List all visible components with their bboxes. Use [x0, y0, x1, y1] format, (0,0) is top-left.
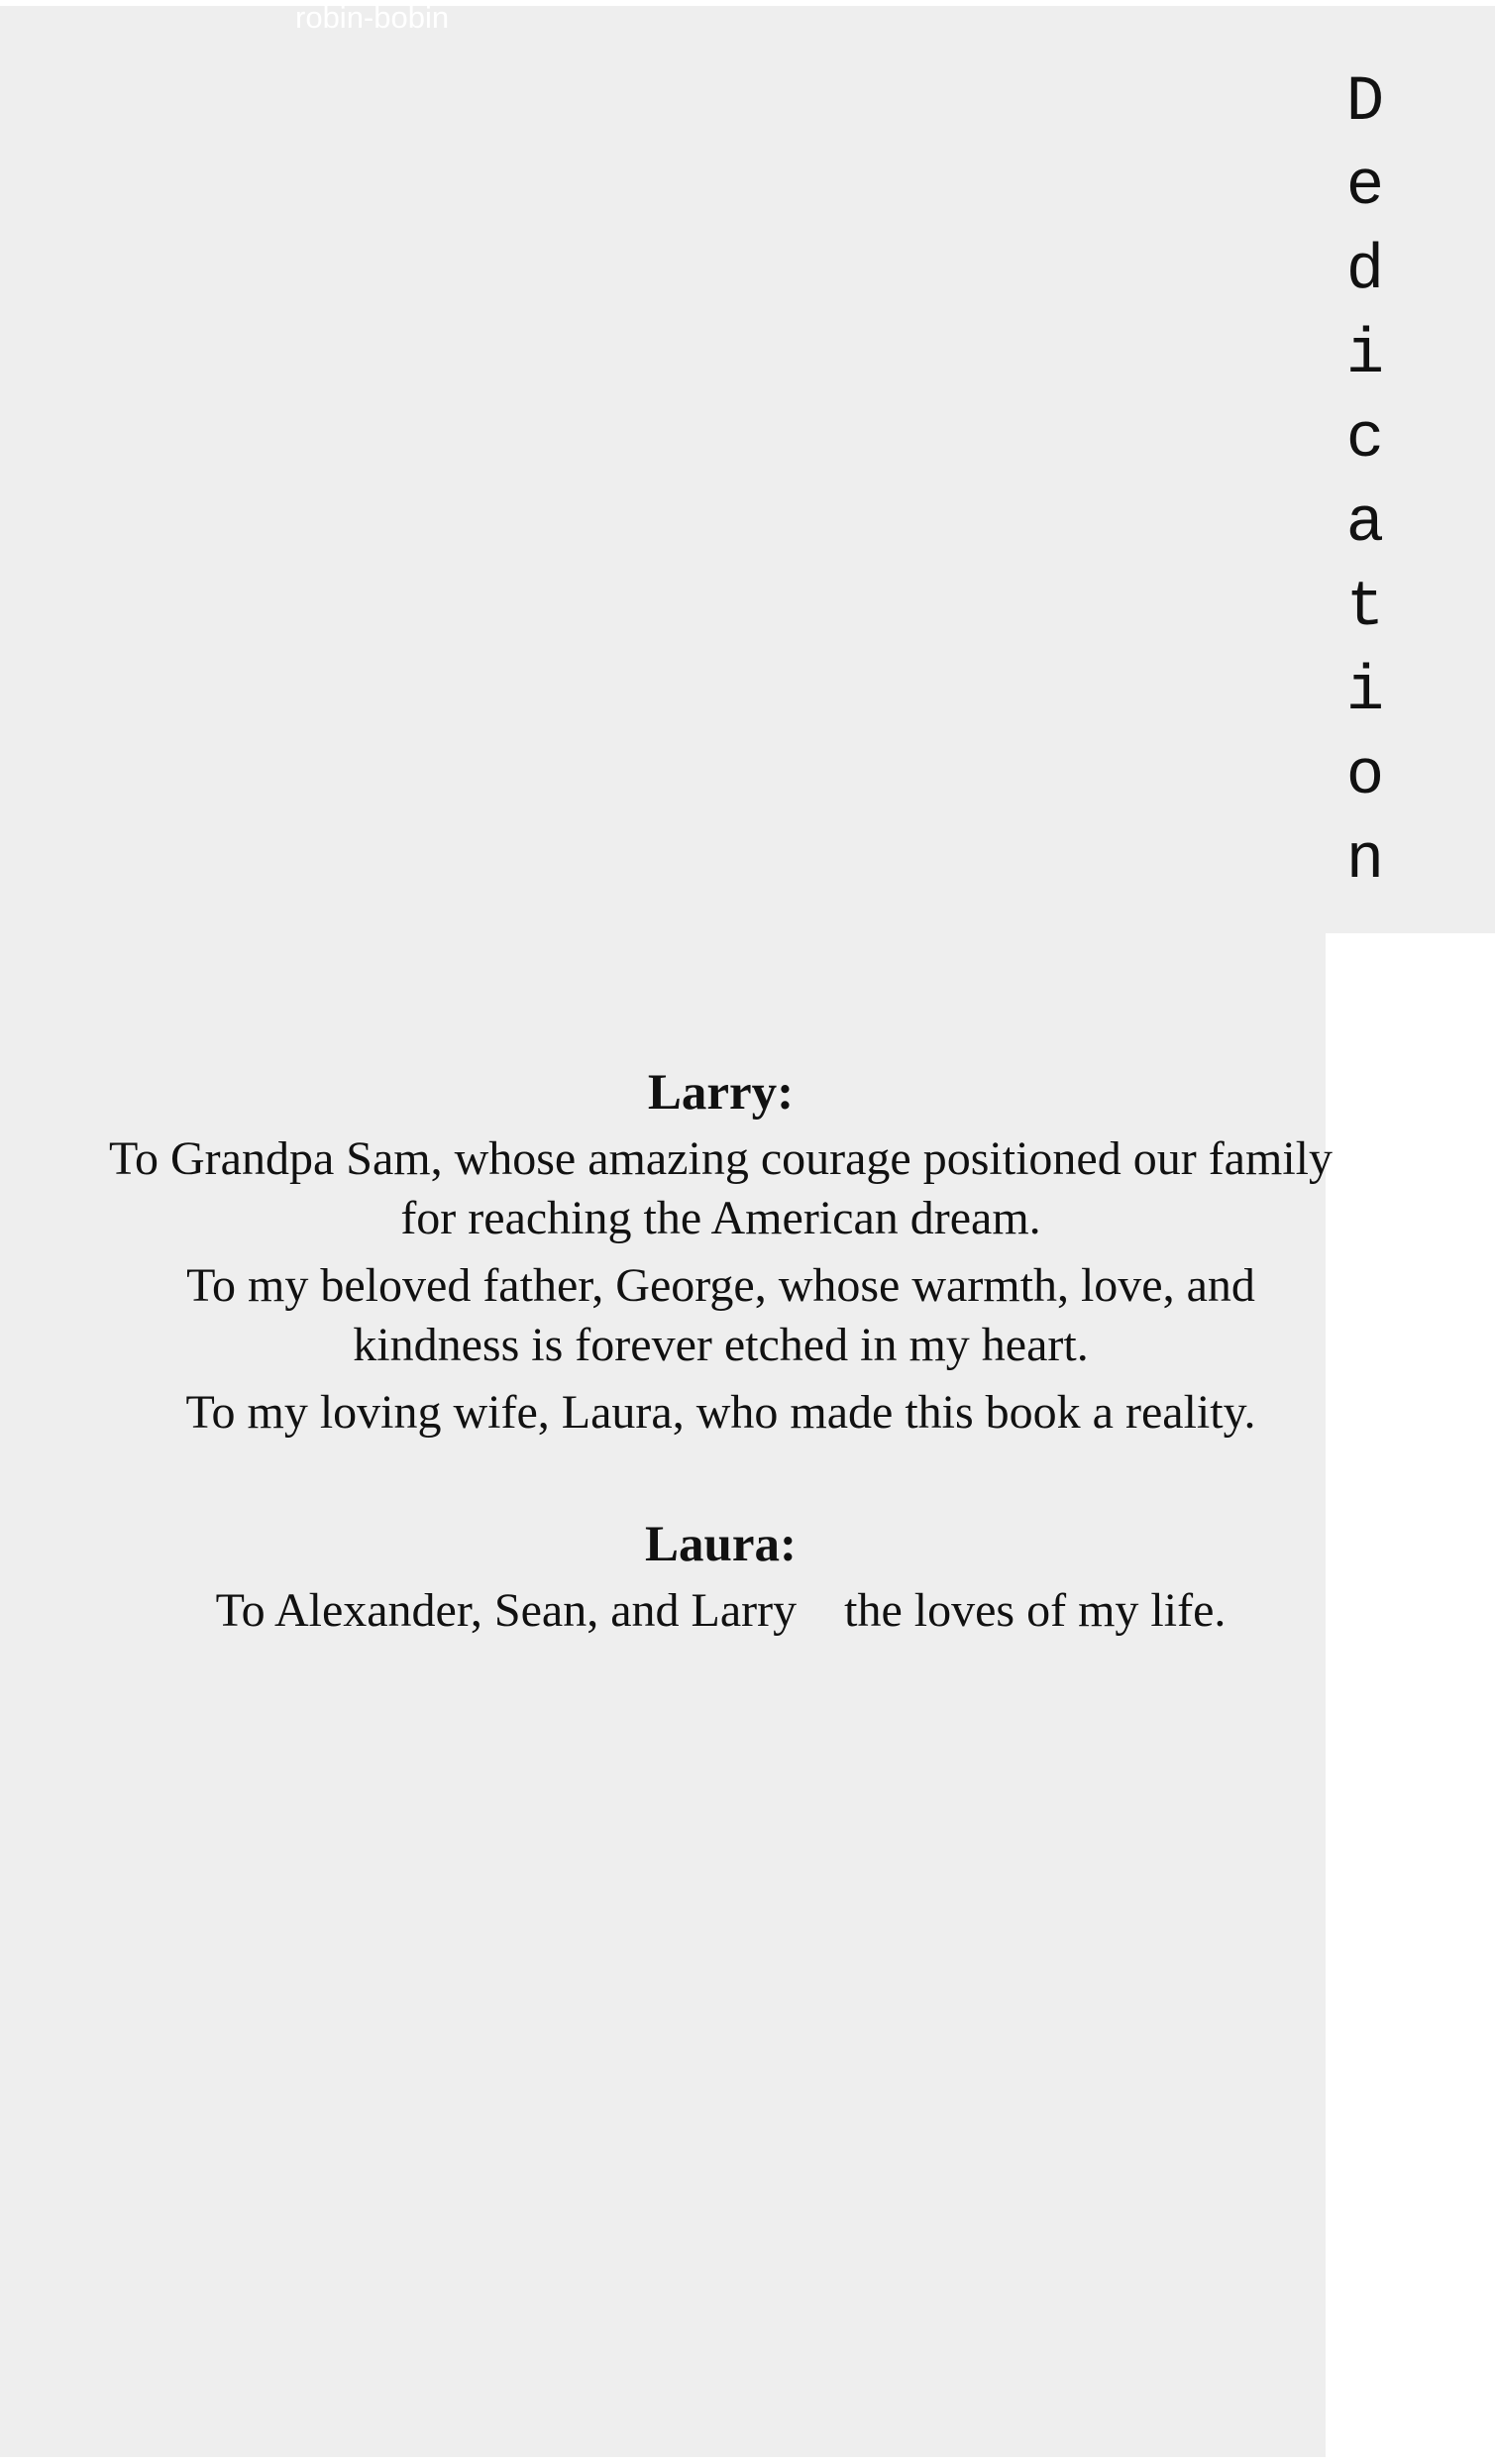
larry-dedication-1: To Grandpa Sam, whose amazing courage positioned our family for reaching the American dream.	[109, 1132, 1333, 1244]
title-letter: a	[1345, 488, 1385, 560]
larry-heading: Larry:	[647, 1065, 795, 1121]
laura-dedication-part-2: the loves of my life.	[844, 1584, 1227, 1637]
larry-dedication-2: To my beloved father, George, whose warmth, love, and kindness is forever etched in my heart.	[186, 1259, 1255, 1371]
dedication-content	[99, 1060, 1342, 1641]
section-spacer	[99, 1443, 1342, 1512]
dedication-vertical-title	[1326, 61, 1405, 904]
laura-heading: Laura:	[645, 1517, 797, 1572]
title-letter: o	[1345, 741, 1385, 812]
title-letter: c	[1345, 404, 1385, 476]
laura-dedication-line	[99, 1581, 1342, 1641]
larry-dedication-3: To my loving wife, Laura, who made this book a reality.	[185, 1386, 1256, 1439]
title-letter: t	[1345, 573, 1385, 644]
watermark-text: robin-bobin	[295, 0, 450, 35]
title-letter: n	[1345, 825, 1385, 897]
title-letter: d	[1345, 236, 1385, 307]
title-letter: i	[1345, 320, 1385, 391]
title-letter: i	[1345, 657, 1385, 728]
title-letter: e	[1345, 152, 1385, 223]
title-letter: D	[1345, 67, 1385, 139]
laura-dedication-part-1: To Alexander, Sean, and Larry	[215, 1584, 798, 1637]
